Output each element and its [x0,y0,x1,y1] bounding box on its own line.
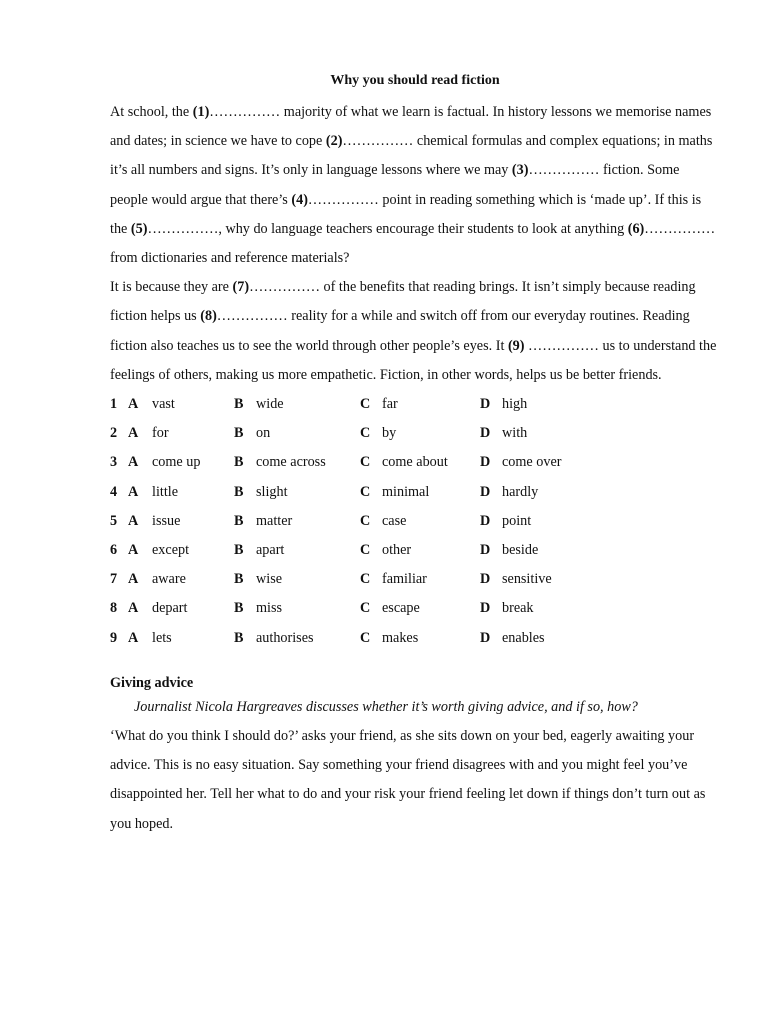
paragraph-text: …………… point in reading something which is ‘made up’. If this is the [110,191,702,237]
paragraph-1 [110,98,720,273]
option-letter: D [480,629,491,646]
option-letter: C [360,541,371,558]
option-word: on [256,425,271,442]
option-word: by [382,425,397,442]
option-letter: B [234,541,244,558]
option-word: lets [152,629,172,646]
option-letter: C [360,571,371,588]
option-word: makes [382,629,419,646]
option-row [110,478,720,507]
option-word: with [502,425,528,442]
option-word: other [382,541,412,558]
option-letter: B [234,571,244,588]
option-letter: A [128,454,139,471]
paragraph-2 [110,273,720,390]
option-letter: D [480,512,491,529]
option-word: beside [502,541,539,558]
option-word: come about [382,454,448,471]
option-letter: B [234,512,244,529]
section-body: ‘What do you think I should do?’ asks your friend, as she sits down on your bed, eagerly awaiting your advice. This is no easy situation. Say something your friend disagrees with and you might feel you’ve disappointed her. Tell her what to do and your risk your friend feeling let down if things don’t turn out as you hoped. [110,727,706,832]
option-word: aware [152,571,186,588]
paragraph-text: …………… from dictionaries and reference materials? [110,220,716,267]
option-word: issue [152,512,181,529]
option-letter: B [234,629,244,646]
gap-number: (4) [291,191,308,208]
option-letter: A [128,396,139,413]
option-row [110,565,720,594]
paragraph-text: …………… chemical formulas and complex equations; in maths it’s all numbers and signs. It’s only in language lessons where we may [110,133,713,179]
question-number: 1 [110,396,118,413]
option-letter: B [234,454,244,471]
option-word: come over [502,454,562,471]
option-letter: D [480,571,491,588]
section-intro: Journalist Nicola Hargreaves discusses whether it’s worth giving advice, and if so, how? [134,698,638,715]
option-letter: A [128,629,139,646]
option-letter: A [128,512,139,529]
gap-number: (6) [627,220,645,237]
option-word: apart [256,541,285,558]
option-word: depart [152,600,188,617]
option-word: little [152,483,179,500]
option-word: escape [382,600,420,617]
option-word: break [502,600,534,617]
option-word: enables [502,629,545,646]
option-word: point [502,512,532,529]
option-word: for [152,425,169,442]
option-letter: A [128,425,139,442]
paragraph-text: At school, the [110,104,193,120]
option-letter: A [128,600,139,617]
question-number: 9 [110,629,118,646]
option-letter: B [234,396,244,413]
option-letter: B [234,483,244,500]
option-row [110,536,720,565]
option-word: come across [256,454,326,471]
gap-number: (3) [511,162,529,179]
section-title: Giving advice [110,674,194,691]
option-word: vast [152,396,175,413]
option-letter: B [234,600,244,617]
option-letter: C [360,629,371,646]
option-letter: C [360,454,371,471]
option-letter: D [480,541,491,558]
option-letter: D [480,483,491,500]
paragraph-text: …………… us to understand the feelings of others, making us more empathetic. Fiction, in other words, helps us be better friends. [110,337,717,383]
question-number: 8 [110,600,118,617]
option-letter: D [480,454,491,471]
answer-options [110,390,720,653]
option-row [110,390,720,419]
option-letter: A [128,571,139,588]
option-letter: A [128,541,139,558]
option-row [110,448,720,477]
paragraph-text: …………… reality for a while and switch off from our everyday routines. Reading fiction also teaches us to see the world through other people’s eyes. It [110,308,690,354]
gap-number: (7) [232,279,250,296]
option-letter: C [360,483,371,500]
option-word: sensitive [502,571,552,588]
option-word: come up [152,454,201,471]
option-word: case [382,512,407,529]
gap-number: (5) [130,220,148,237]
document-page [110,70,720,839]
option-word: far [382,396,398,413]
option-word: slight [256,483,288,500]
question-number: 6 [110,541,118,558]
option-word: minimal [382,483,430,500]
gap-number: (9) [507,337,525,354]
option-letter: D [480,396,491,413]
option-row [110,507,720,536]
question-number: 2 [110,425,118,442]
option-letter: C [360,512,371,529]
option-letter: A [128,483,139,500]
option-word: except [152,541,190,558]
option-letter: B [234,425,244,442]
paragraph-text: …………… fiction. Some people would argue that there’s [110,162,680,208]
option-letter: C [360,425,371,442]
question-number: 4 [110,483,118,500]
gap-number: (8) [200,308,217,325]
option-row [110,419,720,448]
paragraph-text: …………… of the benefits that reading brings. It isn’t simply because reading fiction helps us [110,279,696,325]
option-word: wide [256,396,284,413]
option-word: hardly [502,483,539,500]
option-word: matter [256,512,293,529]
gap-number: (2) [325,133,343,150]
option-word: authorises [256,629,314,646]
option-word: familiar [382,571,427,588]
option-word: wise [256,571,283,588]
question-number: 5 [110,512,118,529]
option-letter: C [360,600,371,617]
paragraph-text: It is because they are [110,279,233,296]
question-number: 3 [110,454,118,471]
option-row [110,624,720,653]
option-row [110,594,720,623]
option-letter: C [360,396,371,413]
question-number: 7 [110,571,118,588]
option-word: high [502,396,528,413]
page-title: Why you should read fiction [330,73,500,88]
paragraph-text: …………… majority of what we learn is factual. In history lessons we memorise names and dates; in science we have to cope [110,104,712,150]
option-word: miss [256,600,283,617]
option-letter: D [480,600,491,617]
paragraph-text: ……………, why do language teachers encourage their students to look at anything [147,220,628,237]
option-letter: D [480,425,491,442]
gap-number: (1) [192,104,210,120]
